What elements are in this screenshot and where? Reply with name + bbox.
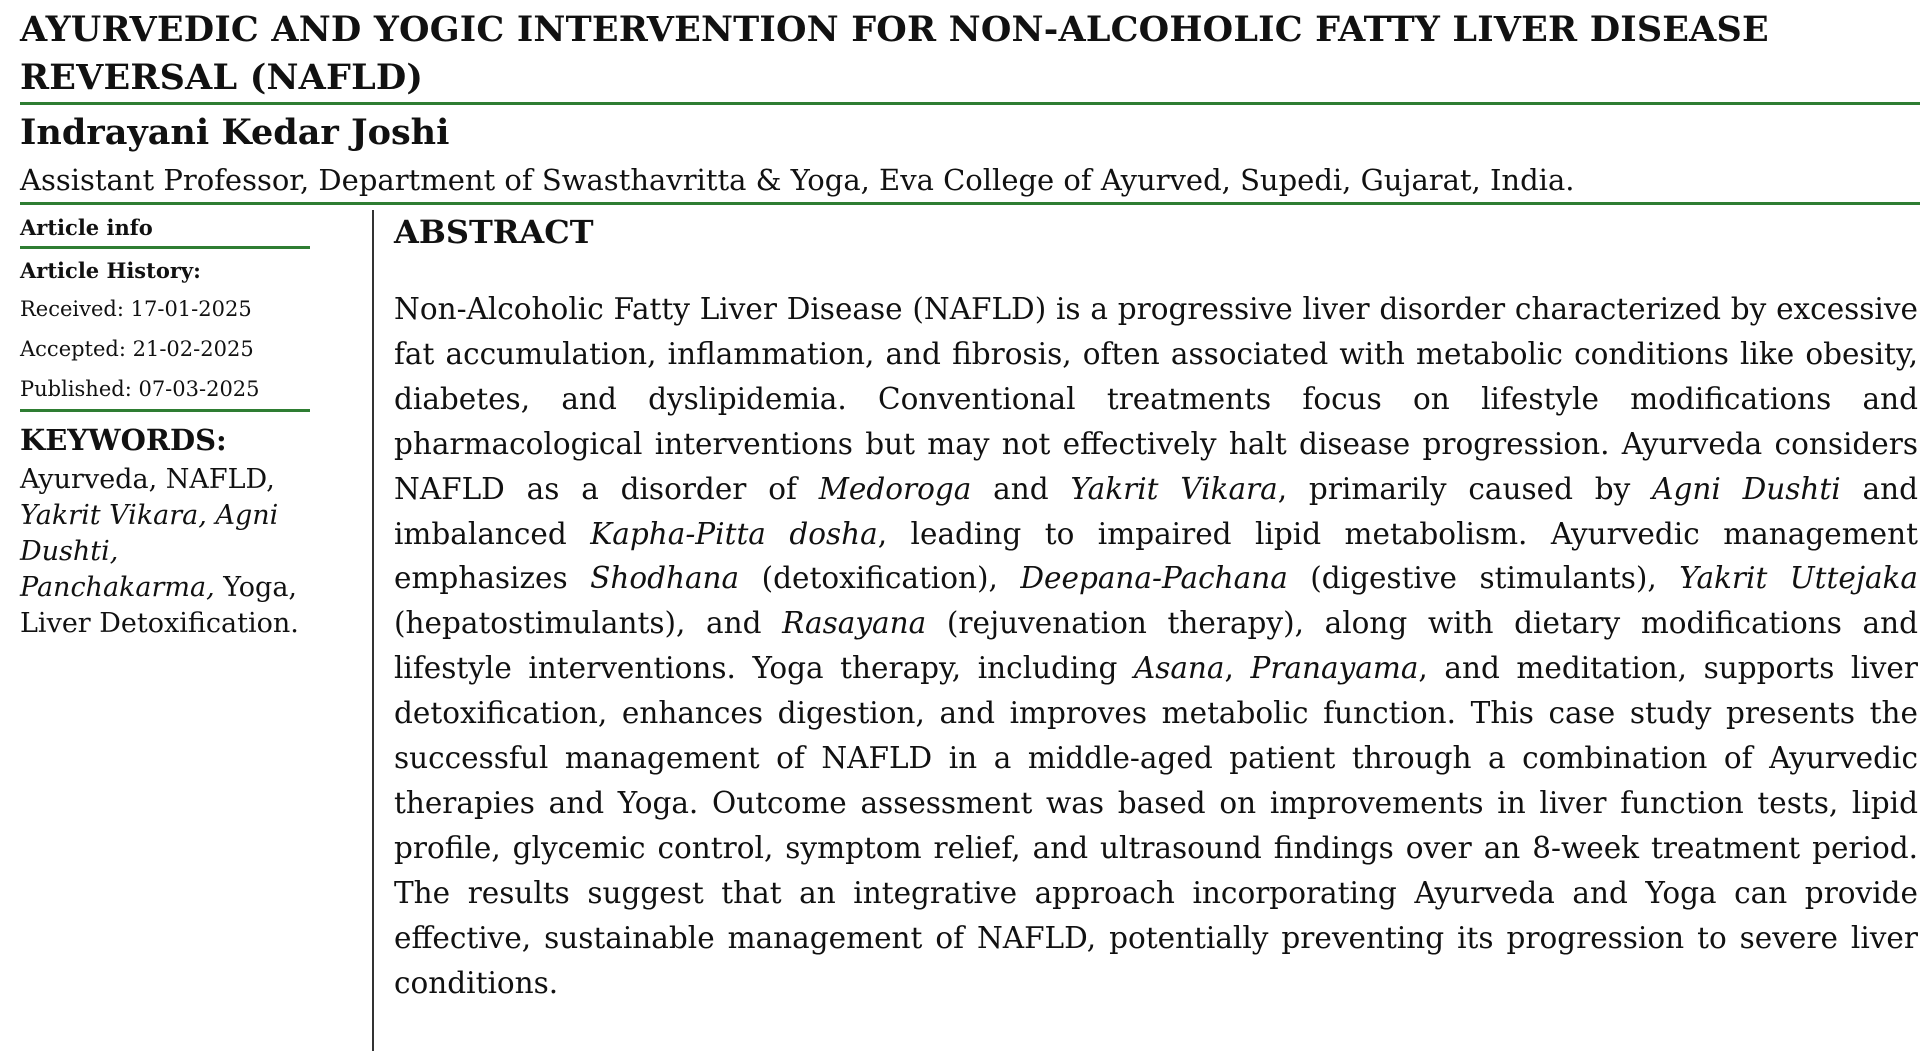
abstract-segment: (detoxification), [739,561,1021,596]
published-date: Published: 07-03-2025 [20,377,260,401]
keyword-group: Yakrit Vikara, Agni Dushti, [20,500,279,567]
abstract-segment: (rejuvenation therapy), along with dietary modifications and lifestyle interventions. Yoga therapy, including [394,606,1918,686]
column-divider [372,210,374,1051]
affiliation-rule [20,202,1920,205]
article-history-label: Article History: [20,258,201,283]
article-info-sidebar [20,210,310,642]
abstract-segment: , [1224,651,1251,686]
accepted-date: Accepted: 21-02-2025 [20,337,254,361]
abstract-segment: and [971,471,1071,506]
abstract-segment: and imbalanced [394,471,1918,551]
abstract-term: Medoroga [818,471,972,506]
abstract-segment: (digestive stimulants), [1287,561,1680,596]
keyword-group: Yoga, Liver Detoxification. [20,572,299,639]
abstract-text [394,287,1918,1006]
keywords-list [20,462,310,642]
abstract-segment: (hepatostimulants), and [394,606,783,641]
abstract-term: Asana [1133,651,1225,686]
abstract-term: Deepana-Pachana [1020,561,1288,596]
abstract-term: Agni Dushti [1652,471,1841,506]
abstract-term: Pranayama [1250,651,1419,686]
keyword-group: Panchakarma, [20,572,215,603]
abstract-heading: ABSTRACT [394,213,594,251]
article-info-rule [20,246,310,249]
abstract-term: Rasayana [782,606,927,641]
received-date: Received: 17-01-2025 [20,297,252,321]
abstract-segment: Non-Alcoholic Fatty Liver Disease (NAFLD) is a progressive liver disorder characterized by excessive fat accumulation, inflammation, and fibrosis, often associated with metabolic conditions like obesity, diabetes, and dyslipidemia. Conventional treatments focus on lifestyle modifications and pharmacological interventions but may not effectively halt disease progression. Ayurveda considers NAFLD as a disorder of [394,292,1918,506]
abstract-segment: , primarily caused by [1277,471,1653,506]
abstract-term: Yakrit Vikara [1070,471,1278,506]
author-name: Indrayani Kedar Joshi [20,112,450,153]
abstract-term: Yakrit Uttejaka [1679,561,1919,596]
keywords-label: KEYWORDS: [20,423,227,457]
article-info-label: Article info [20,215,153,240]
author-affiliation: Assistant Professor, Department of Swasthavritta & Yoga, Eva College of Ayurved, Supedi, Gujarat, India. [20,163,1575,197]
abstract-segment: , and meditation, supports liver detoxification, enhances digestion, and improves metabolic function. This case study presents the successful management of NAFLD in a middle-aged patient through a combination of Ayurvedic therapies and Yoga. Outcome assessment was based on improvements in liver function tests, lipid profile, glycemic control, symptom relief, and ultrasound findings over an 8-week treatment period. The results suggest that an integrative approach incorporating Ayurveda and Yoga can provide effective, sustainable management of NAFLD, potentially preventing its progression to severe liver conditions. [394,651,1918,1000]
paper-title: AYURVEDIC AND YOGIC INTERVENTION FOR NON-ALCOHOLIC FATTY LIVER DISEASE REVERSAL (NAFLD) [20,9,1769,98]
history-rule [20,409,310,412]
keyword-group: Ayurveda, NAFLD, [20,464,275,495]
title-rule [20,102,1920,105]
abstract-term: Shodhana [590,561,740,596]
abstract-segment: , leading to impaired lipid metabolism. Ayurvedic management emphasizes [394,516,1918,596]
abstract-term: Kapha-Pitta dosha [590,516,878,551]
